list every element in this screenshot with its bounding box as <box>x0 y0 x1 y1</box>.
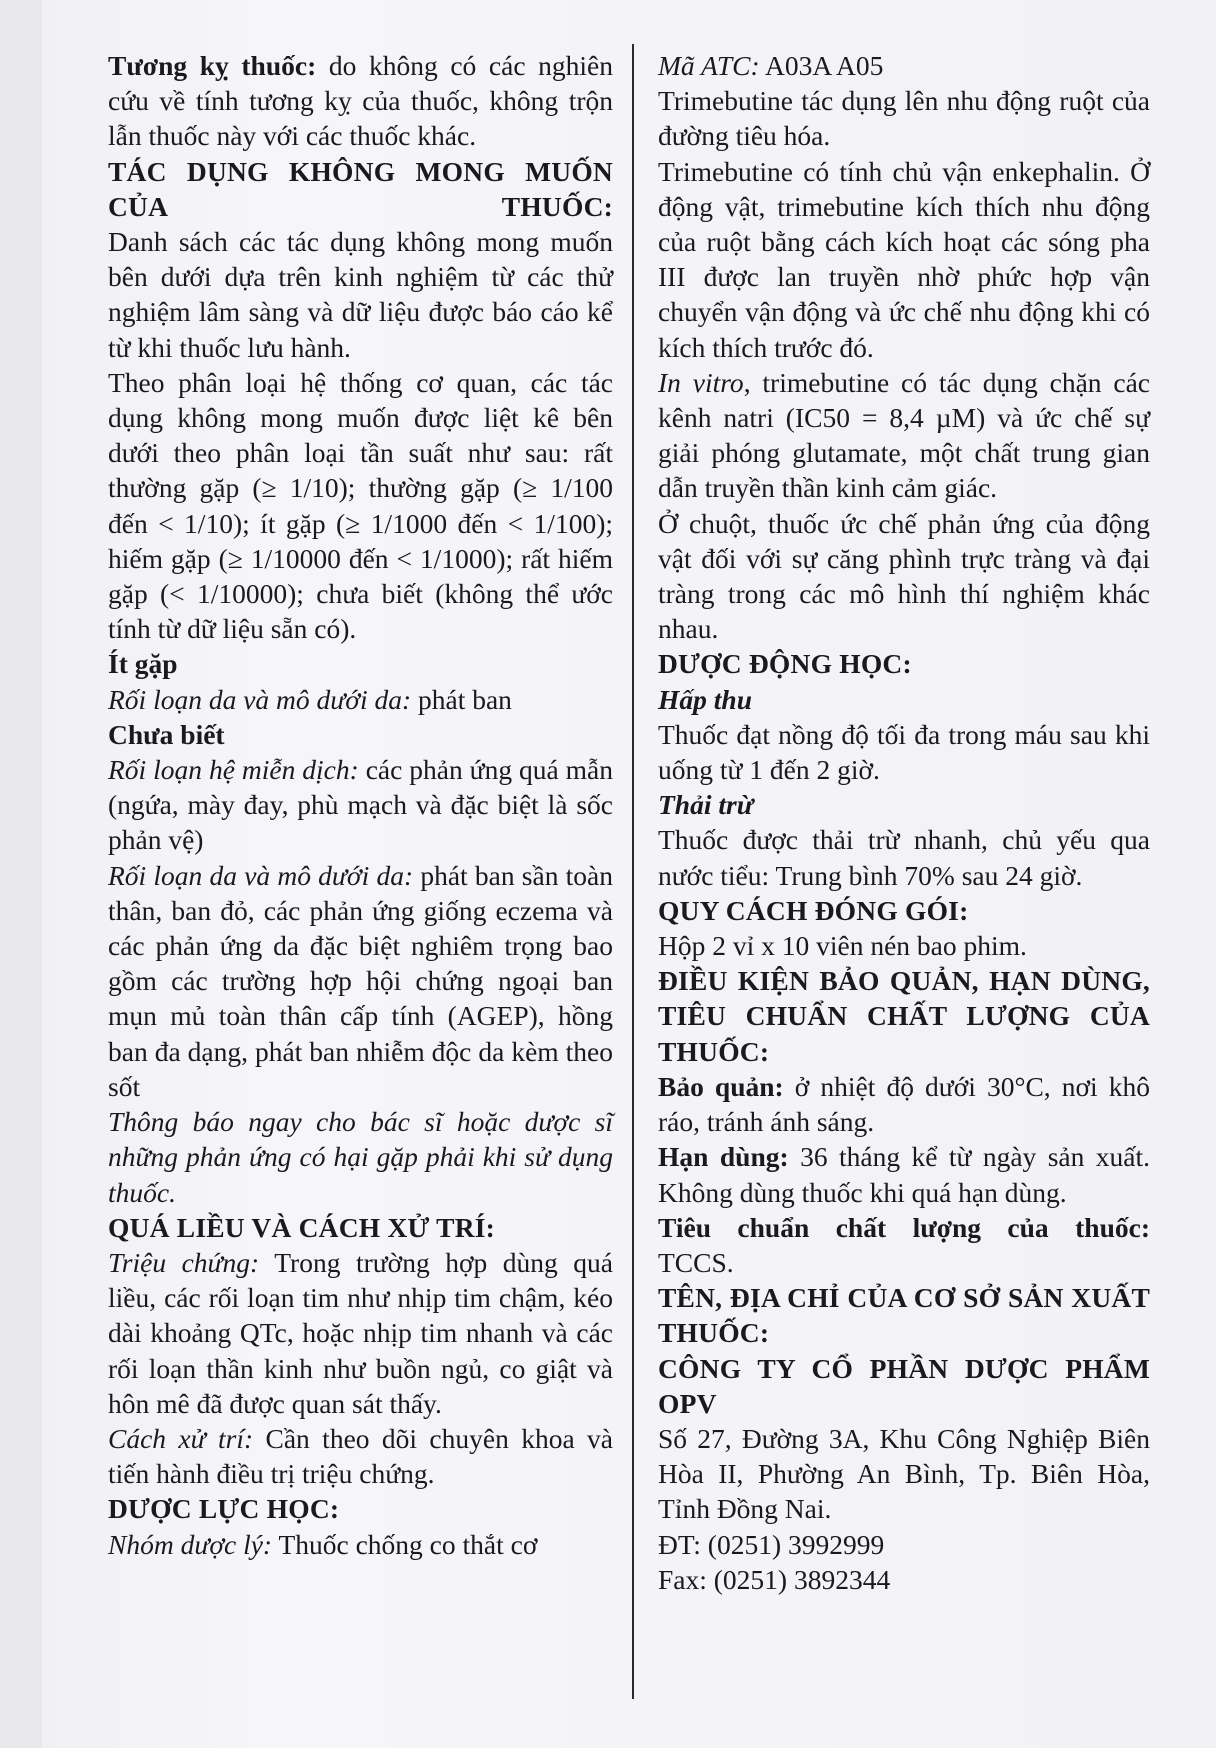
uncommon-label: Ít gặp <box>108 648 178 680</box>
pharmacokinetics-heading: DƯỢC ĐỘNG HỌC: <box>658 648 912 680</box>
notify-text: Thông báo ngay cho bác sĩ hoặc dược sĩ những phản ứng có hại gặp phải khi sử dụng thuốc. <box>108 1106 613 1208</box>
elimination-label: Thải trừ <box>658 789 754 821</box>
overdose-heading: QUÁ LIỀU VÀ CÁCH XỬ TRÍ: <box>108 1211 496 1243</box>
atc-label: Mã ATC: <box>658 50 760 81</box>
column-divider <box>632 44 634 1699</box>
skin-category: Rối loạn da và mô dưới da: <box>108 859 414 891</box>
storage-heading: ĐIỀU KIỆN BẢO QUẢN, HẠN DÙNG, TIÊU CHUẨN CHẤT LƯỢNG CỦA THUỐC: <box>658 965 1150 1067</box>
treatment-text: Cần theo dõi chuyên khoa và tiến hành điều trị triệu chứng. <box>108 1422 613 1490</box>
shelf-life-label: Hạn dùng: <box>658 1141 789 1173</box>
paper-fold <box>40 0 43 1748</box>
compatibility-text: do không có các nghiên cứu về tính tương kỵ của thuốc, không trộn lẫn thuốc này với các thuốc khác. <box>108 50 613 152</box>
company-fax: Fax: (0251) 3892344 <box>658 1563 891 1595</box>
storage-text: ở nhiệt độ dưới 30°C, nơi khô ráo, tránh ánh sáng. <box>658 1070 1151 1138</box>
compatibility-label: Tương kỵ thuốc: <box>108 50 317 81</box>
atc-code: A03A A05 <box>759 50 884 81</box>
immune-paragraph <box>108 752 613 858</box>
treatment-label: Cách xử trí: <box>108 1422 254 1454</box>
group-paragraph <box>108 1527 613 1562</box>
invitro-paragraph <box>658 365 1150 506</box>
skin-text: phát ban sần toàn thân, ban đỏ, các phản ứng giống eczema và các phản ứng da đặc biệt nghiêm trọng bao gồm các trường hợp hội chứng ngoại ban mụn mủ toàn thân cấp tính (AGEP), hồng ban đa dạng, phát ban nhiễm độc da kèm theo sốt <box>108 859 613 1102</box>
unknown-label: Chưa biết <box>108 718 225 750</box>
storage-paragraph <box>658 1069 1150 1139</box>
symptom-text: Trong trường hợp dùng quá liều, các rối loạn tim như nhịp tim chậm, kéo dài khoảng QTc, hoặc nhịp tim nhanh và các rối loạn thần kinh như buồn ngủ, co giật và hôn mê đã được quan sát thấy. <box>108 1246 613 1419</box>
invitro-label: In vitro <box>658 366 744 398</box>
invitro-text: , trimebutine có tác dụng chặn các kênh natri (IC50 = 8,4 µM) và ức chế sự giải phóng glutamate, một chất trung gian dẫn truyền thần kinh cảm giác. <box>658 366 1151 504</box>
shelf-life-text: 36 tháng kể từ ngày sản xuất. Không dùng thuốc khi quá hạn dùng. <box>658 1141 1151 1208</box>
uncommon-text: phát ban <box>411 683 512 715</box>
pd-paragraph-3: Ở chuột, thuốc ức chế phản ứng của động vật đối với sự căng phình trực tràng và đại tràng trong các mô hình thí nghiệm khác nhau. <box>658 507 1150 645</box>
adverse-effects-heading: TÁC DỤNG KHÔNG MONG MUỐN CỦA THUỐC: <box>108 155 613 222</box>
storage-label: Bảo quản: <box>658 1070 784 1102</box>
company-address: Số 27, Đường 3A, Khu Công Nghiệp Biên Hòa II, Phường An Bình, Tp. Biên Hòa, Tỉnh Đồng Nai. <box>658 1422 1150 1525</box>
right-column <box>658 48 1150 1597</box>
standard-text: TCCS. <box>658 1246 734 1278</box>
absorption-text: Thuốc đạt nồng độ tối đa trong máu sau khi uống từ 1 đến 2 giờ. <box>658 718 1150 786</box>
shelf-life-paragraph <box>658 1139 1150 1209</box>
treatment-paragraph <box>108 1421 613 1491</box>
elimination-text: Thuốc được thải trừ nhanh, chủ yếu qua nước tiểu: Trung bình 70% sau 24 giờ. <box>658 824 1150 891</box>
uncommon-paragraph <box>108 682 613 717</box>
standard-label: Tiêu chuẩn chất lượng của thuốc: <box>658 1211 1150 1243</box>
pd-paragraph-1: Trimebutine tác dụng lên nhu động ruột của đường tiêu hóa. <box>658 85 1150 152</box>
absorption-label: Hấp thu <box>658 683 752 715</box>
company-phone: ĐT: (0251) 3992999 <box>658 1528 885 1560</box>
packaging-text: Hộp 2 vỉ x 10 viên nén bao phim. <box>658 930 1027 962</box>
company-name: CÔNG TY CỔ PHẦN DƯỢC PHẨM OPV <box>658 1352 1150 1419</box>
manufacturer-heading: TÊN, ĐỊA CHỈ CỦA CƠ SỞ SẢN XUẤT THUỐC: <box>658 1282 1150 1349</box>
atc-paragraph <box>658 48 1150 83</box>
pharmacodynamics-heading: DƯỢC LỰC HỌC: <box>108 1493 340 1525</box>
packaging-heading: QUY CÁCH ĐÓNG GÓI: <box>658 894 969 926</box>
adverse-intro-2: Theo phân loại hệ thống cơ quan, các tác dụng không mong muốn được liệt kê bên dưới theo phân loại tần suất như sau: rất thường gặp (≥ 1/10); thường gặp (≥ 1/100 đến < 1/10); ít gặp (≥ 1/1000 đến < 1/100); hiếm gặp (≥ 1/10000 đến < 1/1000); rất hiếm gặp (< 1/10000); chưa biết (không thể ước tính từ dữ liệu sẵn có). <box>108 366 613 645</box>
symptom-paragraph <box>108 1245 613 1421</box>
immune-category: Rối loạn hệ miễn dịch: <box>108 754 359 786</box>
pd-paragraph-2: Trimebutine có tính chủ vận enkephalin. Ở động vật, trimebutine kích thích nhu động của ruột bằng cách kích hoạt các sóng pha III được lan truyền nhờ phức hợp vận chuyển vận động và ức chế nhu động khi có kích thích trước đó. <box>658 155 1150 363</box>
left-column <box>108 48 613 1562</box>
uncommon-category: Rối loạn da và mô dưới da: <box>108 683 412 715</box>
immune-text: các phản ứng quá mẫn (ngứa, mày đay, phù mạch và đặc biệt là sốc phản vệ) <box>108 754 614 856</box>
group-text: Thuốc chống co thắt cơ <box>272 1528 538 1560</box>
compatibility-paragraph <box>108 48 613 154</box>
group-label: Nhóm dược lý: <box>108 1528 273 1560</box>
skin-paragraph <box>108 858 613 1104</box>
symptom-label: Triệu chứng: <box>108 1246 260 1278</box>
adverse-intro-1: Danh sách các tác dụng không mong muốn bên dưới dựa trên kinh nghiệm từ các thử nghiệm lâm sàng và dữ liệu được báo cáo kể từ khi thuốc lưu hành. <box>108 226 613 363</box>
